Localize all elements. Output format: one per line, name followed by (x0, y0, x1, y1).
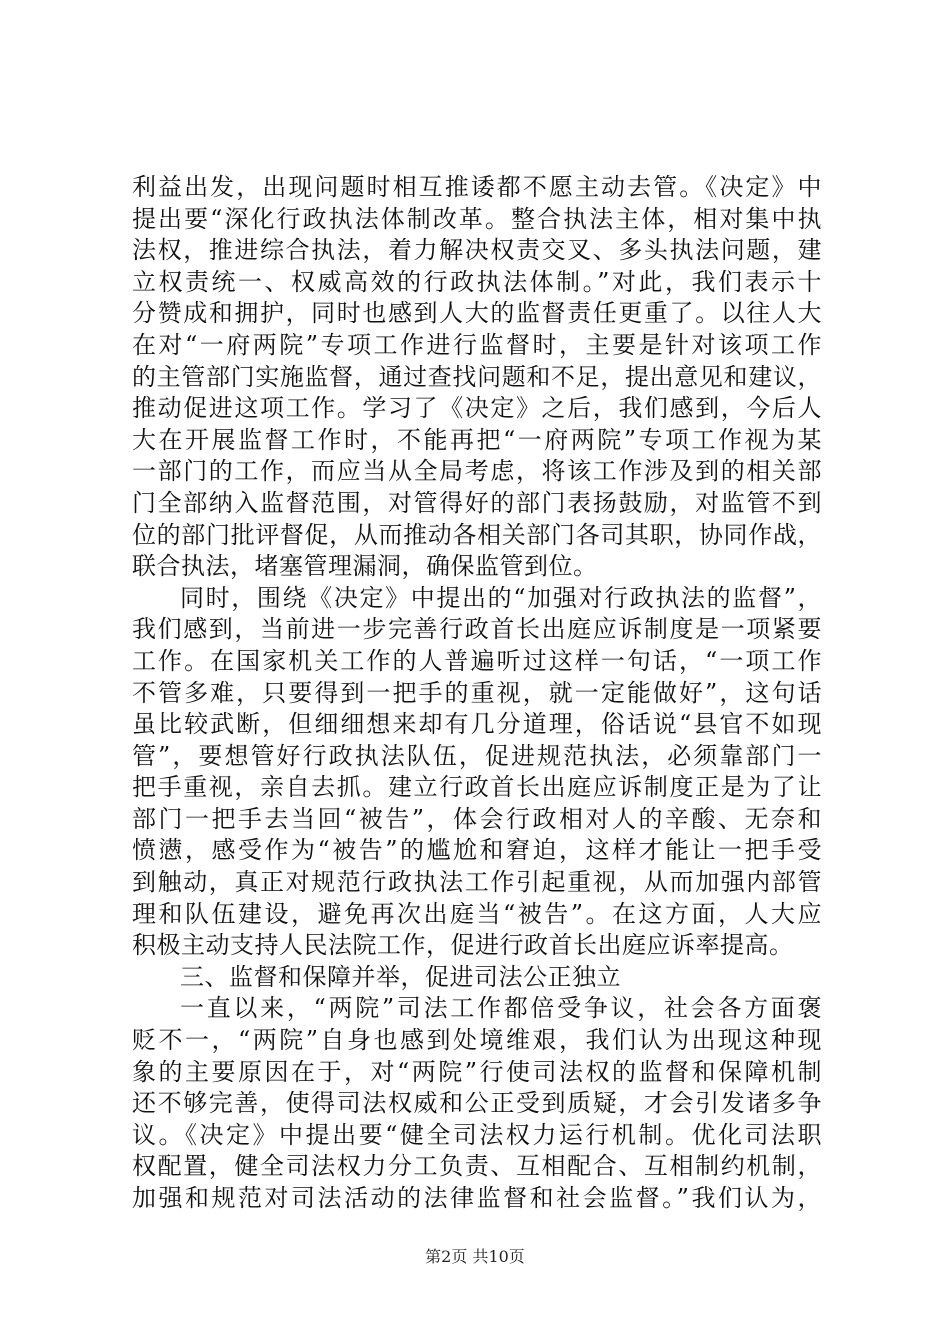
text-line: 我们感到，当前进一步完善行政首长出庭应诉制度是一项紧要 (132, 615, 822, 644)
text-line: 愤懑，感受作为“被告”的尴尬和窘迫，这样才能让一把手受 (132, 836, 822, 865)
paragraph-start-line: 同时，围绕《决定》中提出的“加强对行政执法的监督”， (180, 583, 822, 612)
text-line: 利益出发，出现问题时相互推诿都不愿主动去管。《决定》中 (132, 173, 822, 201)
text-line: 推动促进这项工作。学习了《决定》之后，我们感到，今后人 (132, 394, 822, 423)
paragraph-end-line: 积极主动支持人民法院工作，促进行政首长出庭应诉率提高。 (132, 931, 794, 960)
text-line: 不管多难，只要得到一把手的重视，就一定能做好”，这句话 (132, 678, 822, 707)
text-line: 部门一把手去当回“被告”，体会行政相对人的辛酸、无奈和 (132, 804, 822, 833)
text-line: 立权责统一、权威高效的行政执法体制。”对此，我们表示十 (132, 267, 822, 296)
paragraph-start-line: 一直以来，“两院”司法工作都倍受争议，社会各方面褒 (180, 994, 822, 1023)
text-line: 提出要“深化行政执法体制改革。整合执法主体，相对集中执 (132, 204, 822, 233)
text-line: 法权，推进综合执法，着力解决权责交叉、多头执法问题，建 (132, 236, 822, 265)
text-line: 议。《决定》中提出要“健全司法权力运行机制。优化司法职 (132, 1120, 822, 1149)
text-line: 虽比较武断，但细细想来却有几分道理，俗话说“县官不如现 (132, 710, 822, 739)
paragraph-end-line: 联合执法，堵塞管理漏洞，确保监管到位。 (132, 552, 598, 581)
text-line: 权配置，健全司法权力分工负责、互相配合、互相制约机制， (132, 1152, 822, 1181)
page-number-footer: 第2页 共10页 (425, 1247, 525, 1266)
text-line: 门全部纳入监督范围，对管得好的部门表扬鼓励，对监管不到 (132, 488, 822, 517)
text-line: 理和队伍建设，避免再次出庭当“被告”。在这方面，人大应 (132, 899, 822, 928)
text-line: 大在开展监督工作时，不能再把“一府两院”专项工作视为某 (132, 425, 822, 454)
text-line: 贬不一，“两院”自身也感到处境维艰，我们认为出现这种现 (132, 1026, 822, 1055)
text-line: 工作。在国家机关工作的人普遍听过这样一句话，“一项工作 (132, 646, 822, 675)
text-line: 的主管部门实施监督，通过查找问题和不足，提出意见和建议， (132, 362, 822, 391)
text-line: 位的部门批评督促，从而推动各相关部门各司其职，协同作战， (132, 520, 822, 549)
text-line: 到触动，真正对规范行政执法工作引起重视，从而加强内部管 (132, 868, 822, 897)
body-text (132, 172, 822, 1215)
text-line: 分赞成和拥护，同时也感到人大的监督责任更重了。以往人大 (132, 299, 822, 328)
text-line: 还不够完善，使得司法权威和公正受到质疑，才会引发诸多争 (132, 1089, 822, 1118)
text-line: 管”，要想管好行政执法队伍，促进规范执法，必须靠部门一 (132, 741, 822, 770)
section-heading: 三、监督和保障并举，促进司法公正独立 (180, 962, 621, 991)
text-line: 一部门的工作，而应当从全局考虑，将该工作涉及到的相关部 (132, 457, 822, 486)
text-line: 加强和规范对司法活动的法律监督和社会监督。”我们认为， (132, 1184, 822, 1212)
text-line: 把手重视，亲自去抓。建立行政首长出庭应诉制度正是为了让 (132, 773, 822, 802)
text-line: 在对“一府两院”专项工作进行监督时，主要是针对该项工作 (132, 330, 822, 359)
text-line: 象的主要原因在于，对“两院”行使司法权的监督和保障机制 (132, 1057, 822, 1086)
